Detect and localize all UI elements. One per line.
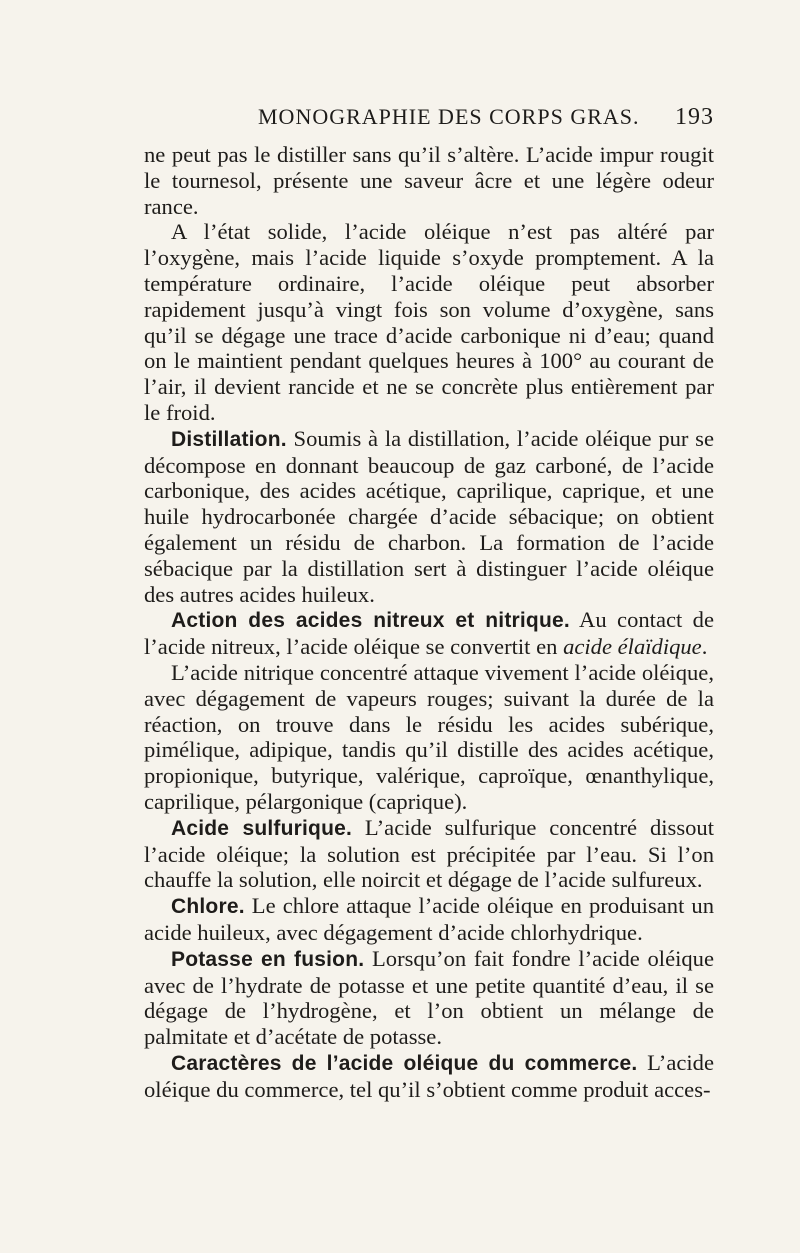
section-heading: Distillation. <box>171 427 287 451</box>
running-title: MONOGRAPHIE DES CORPS GRAS. <box>258 104 640 129</box>
paragraph-nitrique <box>144 660 714 815</box>
paragraph-text: L’acide nitrique concentré attaque vivement l’acide oléique, avec dégagement de vapeurs rouges; suivant la durée de la réaction, on trouve dans le résidu les acides subérique, pimélique, adipique, tandis qu’il distille des acides acétique, propionique, butyrique, valérique, caproïque, œnanthylique, caprilique, pélargonique (caprique). <box>144 659 714 814</box>
paragraph-chlore <box>144 893 714 946</box>
paragraph-text: A l’état solide, l’acide oléique n’est pas altéré par l’oxygène, mais l’acide liquide s’oxyde promptement. A la température ordinaire, l’acide oléique peut absorber rapidement jusqu’à vingt fois son volume d’oxygène, sans qu’il se dégage une trace d’acide carbonique ni d’eau; quand on le maintient pendant quelques heures à 100° au courant de l’air, il devient rancide et ne se concrète plus entièrement par le froid. <box>144 219 714 425</box>
page-number: 193 <box>675 104 714 130</box>
paragraph-text: L’acide sulfurique concentré dissout l’acide oléique; la solution est précipitée par l’eau. Si l’on chauffe la solution, elle noircit et dégage de l’acide sulfureux. <box>144 814 714 893</box>
paragraph-continuation <box>144 142 714 219</box>
section-heading: Acide sulfurique. <box>171 816 353 840</box>
paragraph-text: Lorsqu’on fait fondre l’acide oléique avec de l’hydrate de potasse et une petite quantité d’eau, il se dégage de l’hydrogène, et l’on obtient un mélange de palmitate et d’acétate de potasse. <box>144 945 714 1050</box>
section-heading: Action des acides nitreux et nitrique. <box>171 609 570 633</box>
paragraph-text: L’acide oléique du commerce, tel qu’il s’obtient comme produit acces- <box>144 1049 714 1102</box>
page-header <box>258 104 714 136</box>
italic-term: acide élaïdique <box>563 634 702 660</box>
paragraph-sulfurique <box>144 815 714 893</box>
section-heading: Chlore. <box>171 895 245 919</box>
paragraph-text: Le chlore attaque l’acide oléique en produisant un acide huileux, avec dégagement d’acide chlorhydrique. <box>144 893 714 945</box>
paragraph-text: ne peut pas le distiller sans qu’il s’altère. L’acide impur rougit le tournesol, présente une saveur âcre et une légère odeur rance. <box>144 142 714 219</box>
paragraph-text: . <box>701 634 708 660</box>
section-heading: Caractères de l’acide oléique du commerce. <box>171 1051 638 1075</box>
paragraph-potasse <box>144 946 714 1050</box>
section-heading: Potasse en fusion. <box>171 947 365 971</box>
paragraph-commerce <box>144 1050 714 1103</box>
paragraph-nitreux <box>144 607 714 660</box>
paragraph-distillation <box>144 426 714 608</box>
paragraph-text: Au contact de l’acide nitreux, l’acide oléique se convertit en <box>144 607 715 660</box>
paragraph-oxygen <box>144 219 714 425</box>
paragraph-text: Soumis à la distillation, l’acide oléique pur se décompose en donnant beaucoup de gaz carboné, de l’acide carbonique, des acides acétique, caprilique, caprique, et une huile hydrocarbonée chargée d’acide sébacique; on obtient également un résidu de charbon. La formation de l’acide sébacique par la distillation sert à distinguer l’acide oléique des autres acides huileux. <box>144 425 714 607</box>
body-text <box>144 142 714 1102</box>
